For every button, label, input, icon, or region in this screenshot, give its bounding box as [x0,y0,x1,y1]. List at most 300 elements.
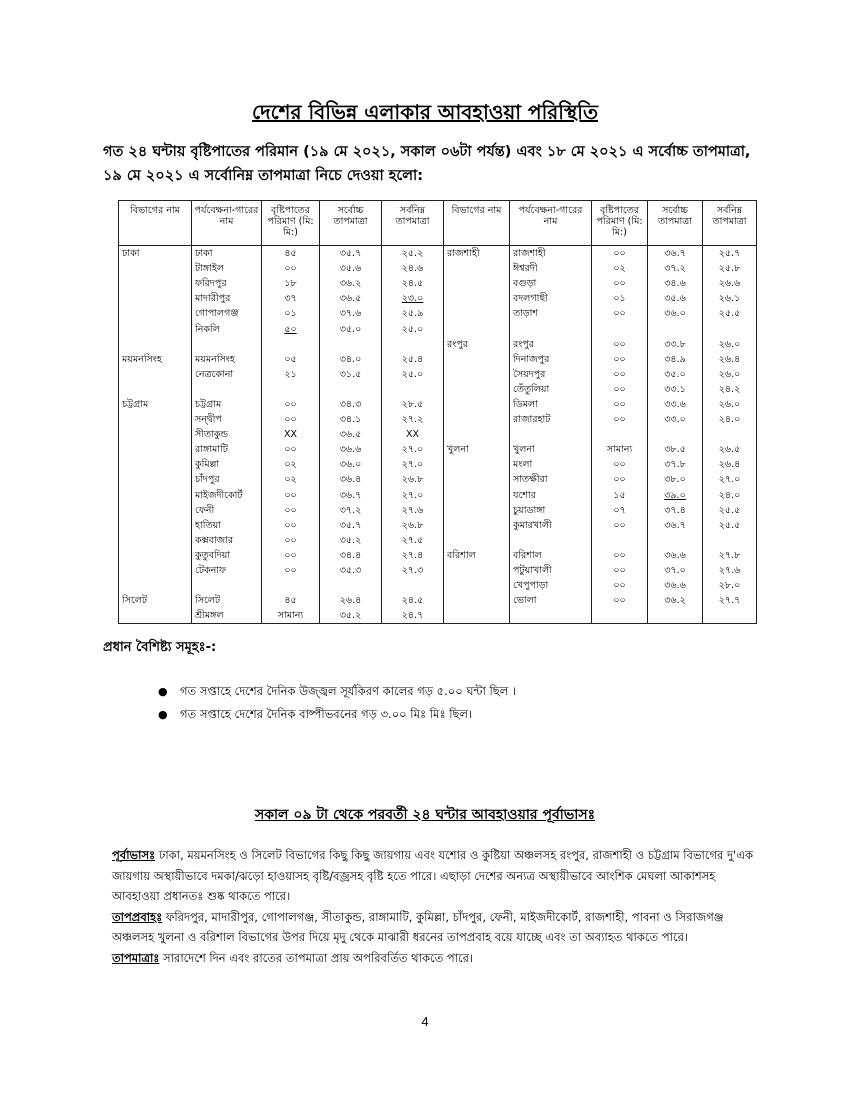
table-cell [592,427,648,442]
table-cell: ০১ [592,291,648,306]
table-cell: ২৭.০ [382,442,444,457]
table-cell: ২৭.৩ [382,563,444,578]
table-cell [444,488,510,503]
table-cell: ২৫.২ [382,246,444,262]
table-cell: চাঁদপুর [192,472,262,487]
table-cell: XX [382,427,444,442]
table-cell: ৩৩.১ [648,382,703,397]
table-cell: ০০ [592,382,648,397]
table-cell: রংপুর [444,337,510,352]
table-cell: ০০ [262,442,320,457]
table-cell [444,412,510,427]
table-cell: ৩৬.৭ [648,518,703,533]
table-cell: ঈশ্বরদী [510,261,592,276]
table-cell [444,367,510,382]
table-cell: ০০ [262,518,320,533]
table-cell [119,276,192,291]
table-cell: সামান্য [262,608,320,624]
table-cell: বগুড়া [510,276,592,291]
table-cell: ২৭.৬ [382,503,444,518]
table-cell: ৩৭.০ [648,563,703,578]
table-cell [444,518,510,533]
table-cell: ২৮.৫ [382,397,444,412]
forecast-paragraph [112,948,762,969]
table-cell: ২৬.৬ [703,276,757,291]
table-cell [703,427,757,442]
table-cell [119,578,192,593]
table-cell: সীতাকুন্ড [192,427,262,442]
table-cell: ৩৬.২ [320,276,382,291]
table-cell: ৩৫.৬ [648,291,703,306]
column-header: পর্যবেক্ষনা-গারের নাম [510,201,592,246]
table-row [119,352,757,367]
table-cell [444,578,510,593]
table-body [119,246,757,624]
table-cell: ২৪.৭ [382,608,444,624]
table-cell [444,608,510,624]
column-header: পর্যবেক্ষনা-গারের নাম [192,201,262,246]
table-cell: ময়মনসিংহ [192,352,262,367]
table-cell: ৩৫.২ [320,533,382,548]
table-cell: বদলগাছী [510,291,592,306]
table-cell: ২৬.৫ [703,442,757,457]
table-cell [444,261,510,276]
table-row [119,367,757,382]
table-cell: ৩৭.৮ [648,457,703,472]
table-cell: ০০ [262,397,320,412]
table-cell: রাঙ্গামাটি [192,442,262,457]
table-cell [703,321,757,336]
table-cell: টাঙ্গাইল [192,261,262,276]
table-cell: ২৩.০ [382,291,444,306]
table-cell: ২৭.৬ [703,563,757,578]
table-cell: ২৬.৮ [382,518,444,533]
table-cell: খুলনা [510,442,592,457]
table-cell: ০০ [592,246,648,262]
table-cell [648,427,703,442]
table-cell: ২৬.০ [703,337,757,352]
table-cell: সন্দ্বীপ [192,412,262,427]
table-cell: ০০ [592,518,648,533]
table-cell: ২৭.০ [382,457,444,472]
table-cell: ২৬.০ [703,397,757,412]
table-cell: ৩৫.৭ [320,518,382,533]
forecast-label: তাপপ্রবাহঃ [112,909,163,924]
table-row [119,412,757,427]
table-cell: সামান্য [592,442,648,457]
forecast-label: পূর্বাভাসঃ [112,848,156,862]
table-cell [444,593,510,608]
table-row [119,261,757,276]
table-cell: ০০ [592,472,648,487]
table-cell [648,608,703,624]
table-cell [262,578,320,593]
table-cell: ২৭.০ [703,472,757,487]
table-cell: ২৫.০ [382,321,444,336]
table-cell: ২৫.০ [382,367,444,382]
table-cell: ০০ [592,367,648,382]
table-cell: ০০ [592,352,648,367]
table-cell: ৩৭.২ [648,261,703,276]
table-cell [119,442,192,457]
table-cell: ঢাকা [119,246,192,262]
table-cell [648,533,703,548]
table-cell [592,321,648,336]
table-row [119,442,757,457]
table-row [119,578,757,593]
table-cell: ৫০ [262,321,320,336]
table-cell: গোপালগঞ্জ [192,306,262,321]
table-cell: নেত্রকোনা [192,367,262,382]
column-header: বিভাগের নাম [444,201,510,246]
table-cell: ০২ [262,457,320,472]
table-cell: ২৫.৪ [382,352,444,367]
table-cell [262,382,320,397]
table-cell: চট্টগ্রাম [192,397,262,412]
table-cell [382,382,444,397]
table-row [119,321,757,336]
table-cell: ঢাকা [192,246,262,262]
table-cell: ২৬.১ [703,291,757,306]
table-cell [119,261,192,276]
forecast-paragraph [112,907,762,948]
table-cell [382,337,444,352]
table-row [119,337,757,352]
table-cell: ৩৩.৮ [648,337,703,352]
table-cell [119,518,192,533]
table-cell: সাতক্ষীরা [510,472,592,487]
table-cell: ০১ [262,306,320,321]
table-cell [444,352,510,367]
table-row [119,457,757,472]
table-cell: ০০ [592,412,648,427]
table-cell: ২৭.৫ [382,533,444,548]
table-cell [703,533,757,548]
table-cell: কুমিল্লা [192,457,262,472]
table-cell: ৪৫ [262,246,320,262]
table-cell: ৩৪.৬ [648,276,703,291]
table-row [119,548,757,563]
table-cell [703,608,757,624]
table-cell: ৩৩.৬ [648,397,703,412]
table-cell: ৩৭.৬ [320,306,382,321]
table-cell: ৩৭.৪ [648,503,703,518]
table-cell: সিলেট [119,593,192,608]
table-cell: ০০ [262,548,320,563]
table-cell: ২৫.৭ [703,246,757,262]
table-cell: ৩৯.০ [648,488,703,503]
table-cell [119,412,192,427]
table-cell: ৩৬.৫ [320,427,382,442]
table-cell [510,533,592,548]
table-cell: ০০ [592,276,648,291]
table-cell [510,608,592,624]
table-cell: ভোলা [510,593,592,608]
table-cell: ২৫.৫ [703,518,757,533]
table-cell [444,291,510,306]
column-header: সর্বনিম্ন তাপমাত্রা [703,201,757,246]
table-cell: ডিমলা [510,397,592,412]
table-cell: রাজশাহী [444,246,510,262]
table-cell: ৩৫.৩ [320,563,382,578]
table-cell: ফরিদপুর [192,276,262,291]
table-cell: XX [262,427,320,442]
table-cell: তেঁতুলিয়া [510,382,592,397]
table-cell: ৩৬.৫ [320,291,382,306]
feature-item [158,680,517,703]
table-cell: টেকনাফ [192,563,262,578]
table-cell: ৩৬.৭ [320,488,382,503]
table-cell: ২৬.৪ [703,352,757,367]
weather-table-container [118,200,756,624]
table-cell: ০০ [592,337,648,352]
table-cell: নিকলি [192,321,262,336]
table-cell [320,578,382,593]
column-header: বৃষ্টিপাতের পরিমাণ (মি: মি:) [262,201,320,246]
table-cell: ২৭.২ [382,412,444,427]
table-cell: ৩৬.২ [648,593,703,608]
table-cell [192,382,262,397]
table-cell [444,276,510,291]
table-row [119,472,757,487]
table-cell: বরিশাল [444,548,510,563]
table-cell: ২৭.৭ [703,593,757,608]
table-cell: কুমারখালী [510,518,592,533]
table-cell: ০০ [262,503,320,518]
table-cell: ০০ [262,488,320,503]
table-cell: ৩৬.৬ [320,442,382,457]
table-cell: খেপুপাড়া [510,578,592,593]
table-cell [192,337,262,352]
table-cell: ২৪.৬ [382,261,444,276]
table-cell: ১৫ [592,488,648,503]
table-cell: রাজশাহী [510,246,592,262]
column-header: বৃষ্টিপাতের পরিমাণ (মি: মি:) [592,201,648,246]
table-cell: ০০ [592,548,648,563]
table-cell [510,427,592,442]
table-cell [648,321,703,336]
weather-table [118,200,757,624]
table-cell: ৪৫ [262,593,320,608]
table-row [119,382,757,397]
table-cell: চট্টগ্রাম [119,397,192,412]
table-cell [119,427,192,442]
table-cell [320,337,382,352]
table-cell [592,608,648,624]
table-cell [444,427,510,442]
table-cell: ২৪.৫ [382,593,444,608]
forecast-text: সারাদেশে দিন এবং রাতের তাপমাত্রা প্রায় অপরিবর্তিত থাকতে পারে। [159,950,474,965]
table-cell: রাজারহাট [510,412,592,427]
forecast-section [112,845,762,968]
table-row [119,593,757,608]
bullet-icon: ● [158,708,168,721]
table-cell: ২৬.৪ [703,457,757,472]
table-cell: ০০ [262,261,320,276]
table-cell [444,457,510,472]
table-cell: ৩৪.৩ [320,397,382,412]
table-cell [119,563,192,578]
table-row [119,503,757,518]
table-cell [444,397,510,412]
table-cell: ০০ [592,457,648,472]
forecast-text: ফরিদপুর, মাদারীপুর, গোপালগঞ্জ, সীতাকুন্ড, রাঙ্গামাটি, কুমিল্লা, চাঁদপুর, ফেনী, মাইজদীকোর্ট, রাজশাহী, পাবনা ও সিরাজগঞ্জ অঞ্চলসহ খুলনা ও বরিশাল বিভাগের উপর দিয়ে মৃদু থেকে মাঝারী ধরনের তাপপ্রবাহ বয়ে যাচ্ছে এবং তা অব্যাহত থাকতে পারে। [112,909,724,944]
forecast-paragraph [112,845,762,907]
table-cell: ৩৬.৭ [648,246,703,262]
table-cell: ৩৬.৪ [320,472,382,487]
table-row [119,518,757,533]
table-cell: ৩৬.৬ [648,548,703,563]
forecast-title: সকাল ০৯ টা থেকে পরবর্তী ২৪ ঘন্টার আবহাওয়ার পূর্বাভাসঃ [254,807,596,823]
features-heading: প্রধান বৈশিষ্ট্য সমূহঃ-: [103,640,217,655]
bullet-icon: ● [158,685,168,698]
feature-item [158,703,516,726]
table-cell: ৩৫.০ [320,321,382,336]
table-cell: ময়মনসিংহ [119,352,192,367]
table-cell: ৩৬.০ [320,457,382,472]
table-cell: ২৫.৯ [382,306,444,321]
table-cell: ০০ [262,533,320,548]
table-cell: ০০ [592,593,648,608]
table-row [119,246,757,262]
table-cell: ০৫ [262,352,320,367]
table-cell: ২৮.০ [703,578,757,593]
table-cell: ৩১.৫ [320,367,382,382]
table-cell: ২৫.৫ [703,503,757,518]
table-cell: ফেনী [192,503,262,518]
table-row [119,488,757,503]
table-cell: ৩৫.০ [648,367,703,382]
table-cell: ৩৪.৪ [320,548,382,563]
table-cell: ৩৫.২ [320,608,382,624]
table-cell: হাতিয়া [192,518,262,533]
table-cell [119,608,192,624]
table-cell [119,382,192,397]
table-cell: ২৪.৫ [382,276,444,291]
table-cell: ০২ [262,472,320,487]
table-cell [119,488,192,503]
forecast-label: তাপমাত্রাঃ [112,950,160,965]
table-cell [119,548,192,563]
table-cell: ৩৭ [262,291,320,306]
table-cell: ০০ [262,563,320,578]
table-cell [382,578,444,593]
page-number: 4 [421,1014,429,1029]
column-header: সর্বোচ্চ তাপমাত্রা [648,201,703,246]
table-cell: ২৬.৪ [320,593,382,608]
table-cell: ৩৪.৯ [648,352,703,367]
table-cell [119,503,192,518]
table-cell: ০০ [592,397,648,412]
table-cell [119,457,192,472]
table-cell: ০০ [262,412,320,427]
table-cell [510,321,592,336]
table-cell [444,382,510,397]
table-cell: চুয়াডাঙ্গা [510,503,592,518]
table-description: গত ২৪ ঘন্টায় বৃষ্টিপাতের পরিমান (১৯ মে ২০২১, সকাল ০৬টা পর্যন্ত) এবং ১৮ মে ২০২১ এ সর্বোচ্চ তাপমাত্রা, ১৯ মে ২০২১ এ সর্বোনিম্ন তাপমাত্রা নিচে দেওয়া হলো: [103,144,751,184]
table-cell: ২৬.০ [703,367,757,382]
table-cell: ১৮ [262,276,320,291]
features-list [158,680,517,726]
table-cell [119,367,192,382]
table-cell: ২৫.৮ [703,261,757,276]
table-cell: ২১ [262,367,320,382]
table-cell: যশোর [510,488,592,503]
table-cell: ২৫.৫ [703,306,757,321]
table-cell: ২৭.৮ [703,548,757,563]
table-row [119,291,757,306]
table-cell: দিনাজপুর [510,352,592,367]
table-row [119,306,757,321]
table-cell [444,533,510,548]
table-cell: ৩৮.৫ [648,442,703,457]
table-cell: কুতুবদিয়া [192,548,262,563]
table-cell: ০২ [592,261,648,276]
table-cell: শ্রীমঙ্গল [192,608,262,624]
table-cell: ২৪.০ [703,412,757,427]
table-cell [119,291,192,306]
table-cell [320,382,382,397]
table-cell: সিলেট [192,593,262,608]
table-cell: খুলনা [444,442,510,457]
table-cell: ৩৫.৬ [320,261,382,276]
table-cell: ৩৪.১ [320,412,382,427]
table-cell: ২৭.৪ [382,548,444,563]
table-row [119,533,757,548]
table-cell: বরিশাল [510,548,592,563]
table-cell [444,306,510,321]
table-header-row [119,201,757,246]
table-cell [262,337,320,352]
table-cell [119,321,192,336]
table-row [119,608,757,624]
column-header: সর্বনিম্ন তাপমাত্রা [382,201,444,246]
table-cell: ০৭ [592,503,648,518]
table-cell: ০০ [592,306,648,321]
table-cell: তাড়াশ [510,306,592,321]
table-cell: পটুয়াখালী [510,563,592,578]
table-cell: সৈয়দপুর [510,367,592,382]
table-cell [444,503,510,518]
table-cell: ৩৬.০ [648,306,703,321]
table-row [119,276,757,291]
table-cell: ২৬.৮ [382,472,444,487]
page-title: দেশের বিভিন্ন এলাকার আবহাওয়া পরিস্থিতি [251,100,598,124]
table-cell [444,472,510,487]
column-header: সর্বোচ্চ তাপমাত্রা [320,201,382,246]
table-cell: ৩৬.৬ [648,578,703,593]
table-cell: ৩৭.২ [320,503,382,518]
column-header: বিভাগের নাম [119,201,192,246]
table-cell [119,306,192,321]
table-cell [444,563,510,578]
table-cell: ৩৪.০ [320,352,382,367]
table-row [119,427,757,442]
table-cell [119,337,192,352]
table-cell [192,578,262,593]
feature-text: গত সপ্তাহে দেশের দৈনিক উজ্জ্বল সূর্যকিরণ কালের গড় ৫.০০ ঘন্টা ছিল । [180,684,517,698]
table-cell: ০০ [592,578,648,593]
table-cell: কক্সবাজার [192,533,262,548]
table-cell: মংলা [510,457,592,472]
table-cell: ২৭.০ [382,488,444,503]
table-cell: মাইজদীকোর্ট [192,488,262,503]
forecast-text: ঢাকা, ময়মনসিংহ ও সিলেট বিভাগের কিছু কিছু জায়গায় এবং যশোর ও কুষ্টিয়া অঞ্চলসহ রংপুর, রাজশাহী ও চট্টগ্রাম বিভাগের দু'এক জায়গায় অস্থায়ীভাবে দমকা/ঝড়ো হাওয়াসহ বৃষ্টি/বজ্রসহ বৃষ্টি হতে পারে। এছাড়া দেশের অন্যত্র অস্থায়ীভাবে আংশিক মেঘলা আকাশসহ আবহাওয়া প্রধানতঃ শুষ্ক থাকতে পারে। [112,848,753,903]
table-cell: মাদারীপুর [192,291,262,306]
table-cell [444,321,510,336]
table-cell: ২৪.০ [703,488,757,503]
table-cell: রংপুর [510,337,592,352]
